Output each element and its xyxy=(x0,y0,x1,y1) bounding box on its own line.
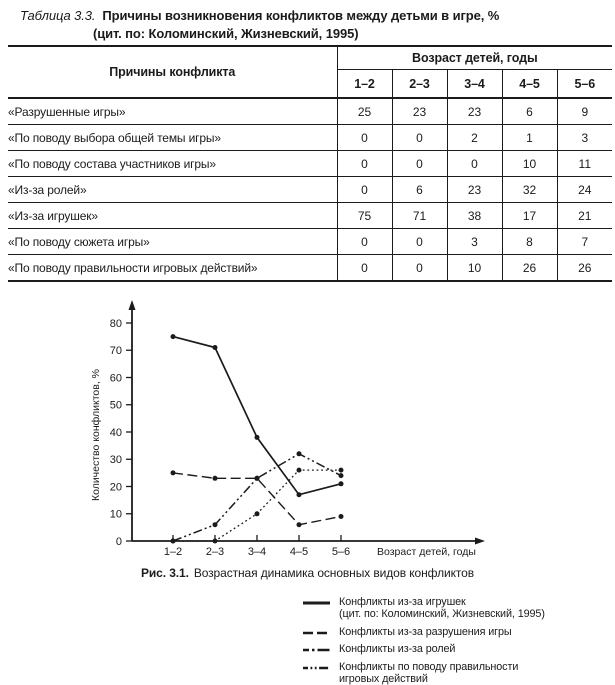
svg-text:2–3: 2–3 xyxy=(205,546,225,558)
value-cell: 23 xyxy=(447,98,502,125)
value-cell: 0 xyxy=(392,229,447,255)
table-title-block xyxy=(20,7,499,43)
value-cell: 10 xyxy=(502,151,557,177)
value-cell: 1 xyxy=(502,125,557,151)
causes-column-header: Причины конфликта xyxy=(8,46,337,98)
conflict-causes-table xyxy=(8,45,612,282)
svg-text:0: 0 xyxy=(115,535,122,548)
table-row xyxy=(8,151,612,177)
value-cell: 8 xyxy=(502,229,557,255)
value-cell: 23 xyxy=(392,98,447,125)
value-cell: 2 xyxy=(447,125,502,151)
value-cell: 6 xyxy=(502,98,557,125)
value-cell: 71 xyxy=(392,203,447,229)
value-cell: 0 xyxy=(337,177,392,203)
value-cell: 3 xyxy=(447,229,502,255)
table-title-line xyxy=(20,7,499,25)
table-row xyxy=(8,203,612,229)
svg-text:Количество конфликтов, %: Количество конфликтов, % xyxy=(90,368,102,502)
legend-label-line: (цит. по: Коломинский, Жизневский, 1995) xyxy=(339,608,545,621)
legend-item xyxy=(303,643,545,655)
value-cell: 0 xyxy=(447,151,502,177)
value-cell: 75 xyxy=(337,203,392,229)
svg-text:70: 70 xyxy=(109,345,122,358)
value-cell: 32 xyxy=(502,177,557,203)
table-row xyxy=(8,255,612,282)
svg-text:3–4: 3–4 xyxy=(247,546,267,558)
cause-label: «По поводу сюжета игры» xyxy=(8,229,337,255)
table-body xyxy=(8,98,612,281)
table-title-text: Причины возникновения конфликтов между детьми в игре, % xyxy=(102,8,500,23)
svg-text:60: 60 xyxy=(109,372,122,385)
figure-caption xyxy=(0,566,615,580)
age-range-header: 1–2 xyxy=(337,70,392,99)
legend-line-sample-icon xyxy=(303,599,330,607)
table-row xyxy=(8,177,612,203)
cause-label: «Разрушенные игры» xyxy=(8,98,337,125)
cause-label: «По поводу правильности игровых действий» xyxy=(8,255,337,282)
value-cell: 26 xyxy=(502,255,557,282)
age-range-header: 2–3 xyxy=(392,70,447,99)
legend-item xyxy=(303,626,545,638)
value-cell: 21 xyxy=(557,203,612,229)
age-group-header: Возраст детей, годы xyxy=(337,46,612,70)
value-cell: 0 xyxy=(337,151,392,177)
legend-label xyxy=(339,626,512,638)
svg-text:80: 80 xyxy=(109,317,122,330)
legend-label xyxy=(339,643,455,655)
table-header-row xyxy=(8,46,612,70)
value-cell: 10 xyxy=(447,255,502,282)
svg-text:10: 10 xyxy=(109,508,122,521)
legend-label xyxy=(339,661,518,685)
table-number-label: Таблица 3.3. xyxy=(20,8,96,23)
table-row xyxy=(8,125,612,151)
svg-text:1–2: 1–2 xyxy=(163,546,183,558)
legend-label-line: игровых действий xyxy=(339,673,428,685)
age-range-header: 3–4 xyxy=(447,70,502,99)
legend-item xyxy=(303,661,545,685)
value-cell: 38 xyxy=(447,203,502,229)
value-cell: 25 xyxy=(337,98,392,125)
value-cell: 11 xyxy=(557,151,612,177)
value-cell: 0 xyxy=(392,125,447,151)
value-cell: 24 xyxy=(557,177,612,203)
value-cell: 9 xyxy=(557,98,612,125)
value-cell: 6 xyxy=(392,177,447,203)
age-range-header: 4–5 xyxy=(502,70,557,99)
age-range-header: 5–6 xyxy=(557,70,612,99)
svg-text:20: 20 xyxy=(109,481,122,494)
table-row xyxy=(8,98,612,125)
table-subtitle: (цит. по: Коломинский, Жизневский, 1995) xyxy=(93,26,359,41)
legend-line-sample-icon xyxy=(303,629,330,637)
cause-label: «Из-за ролей» xyxy=(8,177,337,203)
svg-text:50: 50 xyxy=(109,399,122,412)
cause-label: «По поводу состава участников игры» xyxy=(8,151,337,177)
legend-line-sample-icon xyxy=(303,646,330,654)
svg-text:5–6: 5–6 xyxy=(331,546,351,558)
figure-number: Рис. 3.1. xyxy=(140,566,189,580)
legend-label-line: Конфликты из-за разрушения игры xyxy=(339,625,512,638)
value-cell: 0 xyxy=(337,255,392,282)
value-cell: 0 xyxy=(392,151,447,177)
value-cell: 26 xyxy=(557,255,612,282)
svg-text:Возраст детей, годы: Возраст детей, годы xyxy=(377,546,476,558)
value-cell: 0 xyxy=(392,255,447,282)
value-cell: 23 xyxy=(447,177,502,203)
value-cell: 3 xyxy=(557,125,612,151)
legend-label xyxy=(339,596,545,621)
legend-label-line: Конфликты из-за игрушек xyxy=(339,596,466,608)
legend-line-sample-icon xyxy=(303,664,330,672)
svg-text:40: 40 xyxy=(109,426,122,439)
cause-label: «По поводу выбора общей темы игры» xyxy=(8,125,337,151)
svg-text:30: 30 xyxy=(109,454,122,467)
figure-caption-text: Возрастная динамика основных видов конфликтов xyxy=(193,566,475,580)
svg-text:4–5: 4–5 xyxy=(289,546,309,558)
chart-legend xyxy=(303,596,545,685)
value-cell: 17 xyxy=(502,203,557,229)
value-cell: 0 xyxy=(337,125,392,151)
table-row xyxy=(8,229,612,255)
value-cell: 7 xyxy=(557,229,612,255)
legend-item xyxy=(303,596,545,621)
value-cell: 0 xyxy=(337,229,392,255)
cause-label: «Из-за игрушек» xyxy=(8,203,337,229)
legend-label-line: Конфликты из-за ролей xyxy=(339,643,456,656)
legend-label-line: Конфликты по поводу правильности xyxy=(339,660,519,673)
line-chart xyxy=(0,293,615,565)
